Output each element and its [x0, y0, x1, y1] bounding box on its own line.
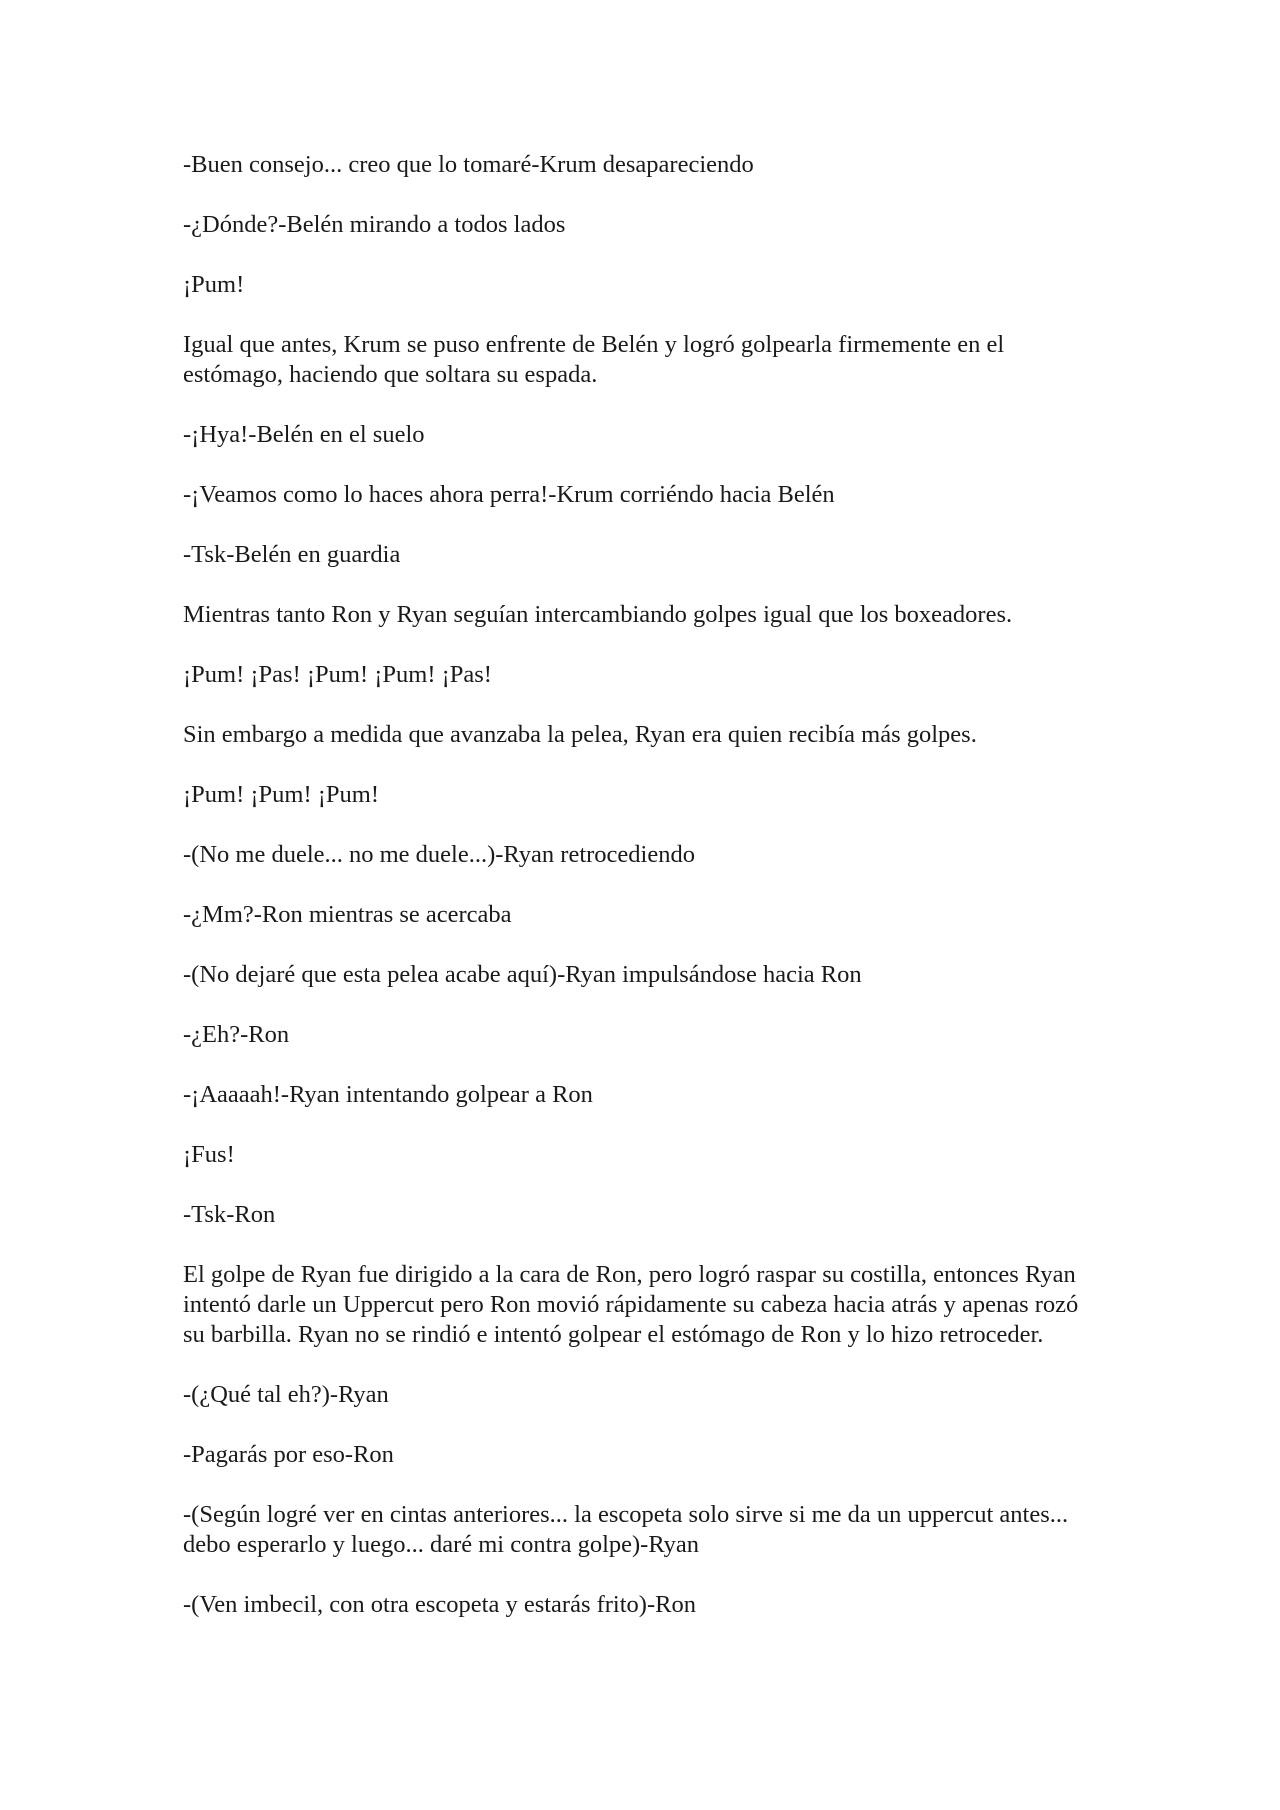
paragraph: -¡Hya!-Belén en el suelo: [183, 421, 425, 448]
paragraph: -Tsk-Belén en guardia: [183, 541, 401, 568]
paragraph: -(¿Qué tal eh?)-Ryan: [183, 1381, 389, 1408]
paragraph: -¡Veamos como lo haces ahora perra!-Krum corriéndo hacia Belén: [183, 481, 835, 508]
paragraph: El golpe de Ryan fue dirigido a la cara de Ron, pero logró raspar su costilla, entonces Ryan intentó darle un Uppercut pero Ron movió rápidamente su cabeza hacia atrás y apenas rozó su barbilla. Ryan no se rindió e intentó golpear el estómago de Ron y lo hizo retroceder.: [183, 1261, 1079, 1348]
paragraph: Mientras tanto Ron y Ryan seguían intercambiando golpes igual que los boxeadores.: [183, 601, 1013, 628]
paragraph: -¿Dónde?-Belén mirando a todos lados: [183, 211, 566, 238]
paragraph: ¡Pum! ¡Pum! ¡Pum!: [183, 781, 379, 808]
paragraph: -(Ven imbecil, con otra escopeta y estarás frito)-Ron: [183, 1591, 696, 1618]
paragraph: -(No me duele... no me duele...)-Ryan retrocediendo: [183, 841, 695, 868]
paragraph: -(Según logré ver en cintas anteriores... la escopeta solo sirve si me da un uppercut antes... debo esperarlo y luego... daré mi contra golpe)-Ryan: [183, 1501, 1069, 1558]
paragraph: -¿Eh?-Ron: [183, 1021, 290, 1048]
paragraph: ¡Pum! ¡Pas! ¡Pum! ¡Pum! ¡Pas!: [183, 661, 492, 688]
paragraph: Sin embargo a medida que avanzaba la pelea, Ryan era quien recibía más golpes.: [183, 721, 977, 748]
paragraph: Igual que antes, Krum se puso enfrente de Belén y logró golpearla firmemente en el estómago, haciendo que soltara su espada.: [183, 331, 1005, 388]
paragraph: -Tsk-Ron: [183, 1201, 276, 1228]
paragraph: ¡Fus!: [183, 1141, 235, 1168]
paragraph: -¡Aaaaah!-Ryan intentando golpear a Ron: [183, 1081, 593, 1108]
document-body: [183, 150, 1083, 1650]
paragraph: -(No dejaré que esta pelea acabe aquí)-Ryan impulsándose hacia Ron: [183, 961, 862, 988]
paragraph: -Buen consejo... creo que lo tomaré-Krum desapareciendo: [183, 151, 754, 178]
paragraph: ¡Pum!: [183, 271, 245, 298]
paragraph: -¿Mm?-Ron mientras se acercaba: [183, 901, 512, 928]
paragraph: -Pagarás por eso-Ron: [183, 1441, 394, 1468]
